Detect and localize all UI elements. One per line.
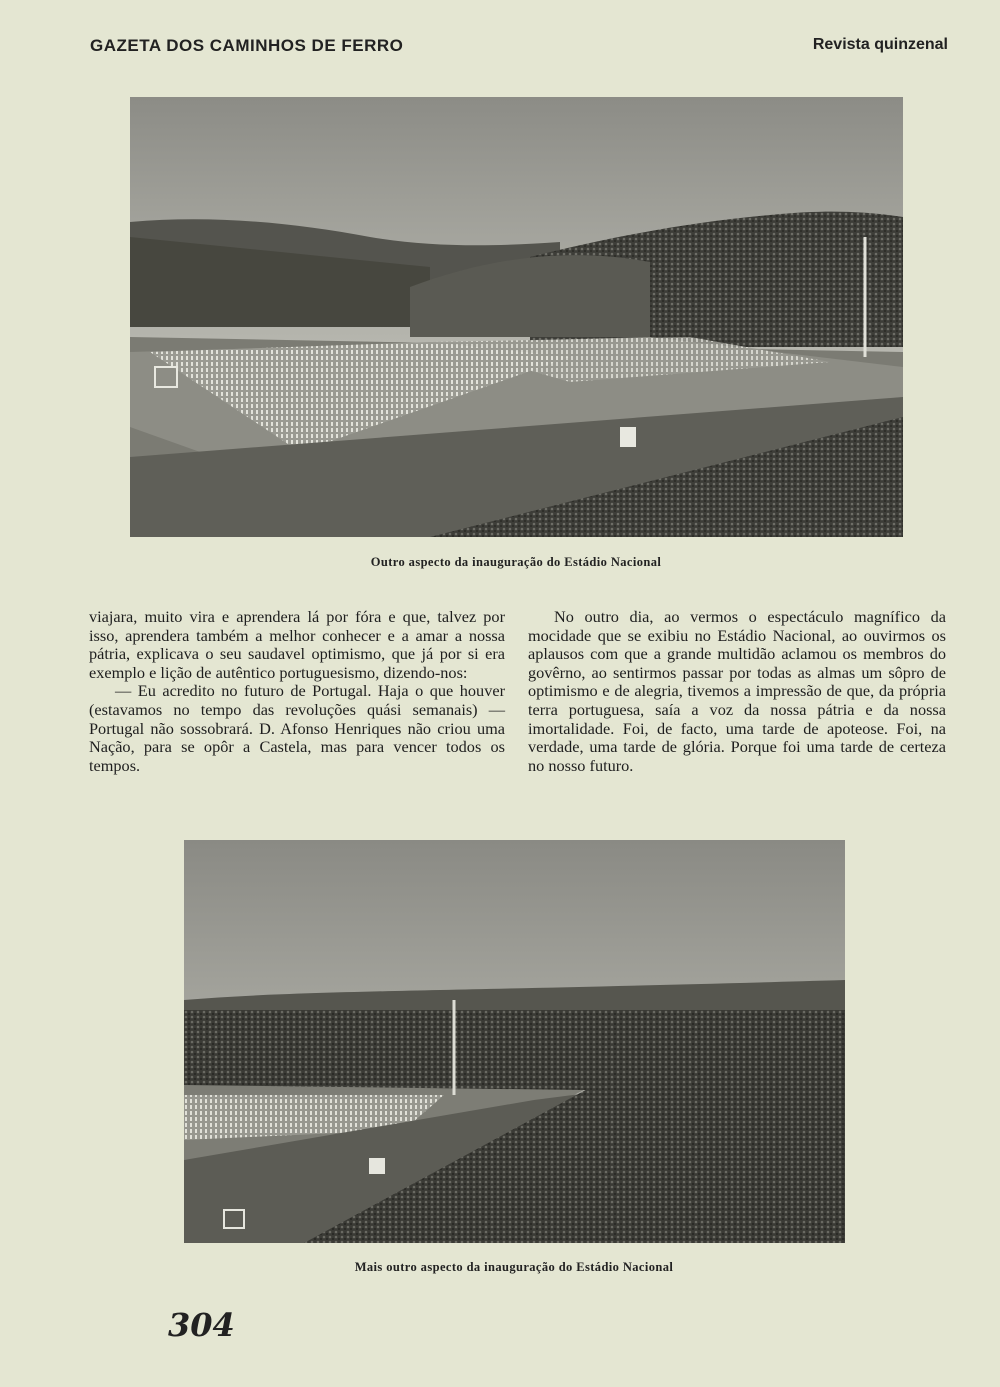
stadium-photo-top-image [130,97,903,537]
page-number: 304 [168,1306,235,1344]
publication-subtitle: Revista quinzenal [812,36,948,53]
paragraph-left-2: — Eu acredito no futuro de Portugal. Haja o que houver (estavamos no tempo das revoluções quási semanais) — Portugal não sossobrará. D. Afonso Henriques não criou uma Nação, para se opôr a Castela, mas para vencer todos os tempos. [89,681,505,775]
stadium-photo-top [130,97,903,537]
text-column-left [89,608,505,775]
figure-caption-bottom: Mais outro aspecto da inauguração do Estádio Nacional [354,1260,674,1274]
figure-caption-top: Outro aspecto da inauguração do Estádio Nacional [370,555,662,569]
paragraph-right-1: No outro dia, ao vermos o espectáculo magnífico da mocidade que se exibiu no Estádio Nacional, ao ouvirmos os aplausos com que a grande multidão aclamou os membros do govêrno, ao sentirmos passar por todas as almas um sôpro de optimismo e de alegria, tivemos a impressão de que, da própria terra portuguesa, saía a voz da nossa pátria e da nossa imortalidade. Foi, de facto, uma tarde de apoteose. Foi, na verdade, uma tarde de glória. Porque foi uma tarde de certeza no nosso futuro. [528,607,946,775]
text-column-right [528,608,946,775]
stadium-photo-bottom [184,840,845,1243]
paragraph-left-1: viajara, muito vira e aprendera lá por fóra e que, talvez por isso, aprendera também a melhor conhecer e a amar a nossa pátria, explicava o seu saudavel optimismo, que já por si era exemplo e lição de autêntico portuguesismo, dizendo-nos: [89,607,505,682]
stadium-photo-bottom-image [184,840,845,1243]
publication-title: GAZETA DOS CAMINHOS DE FERRO [90,36,404,55]
